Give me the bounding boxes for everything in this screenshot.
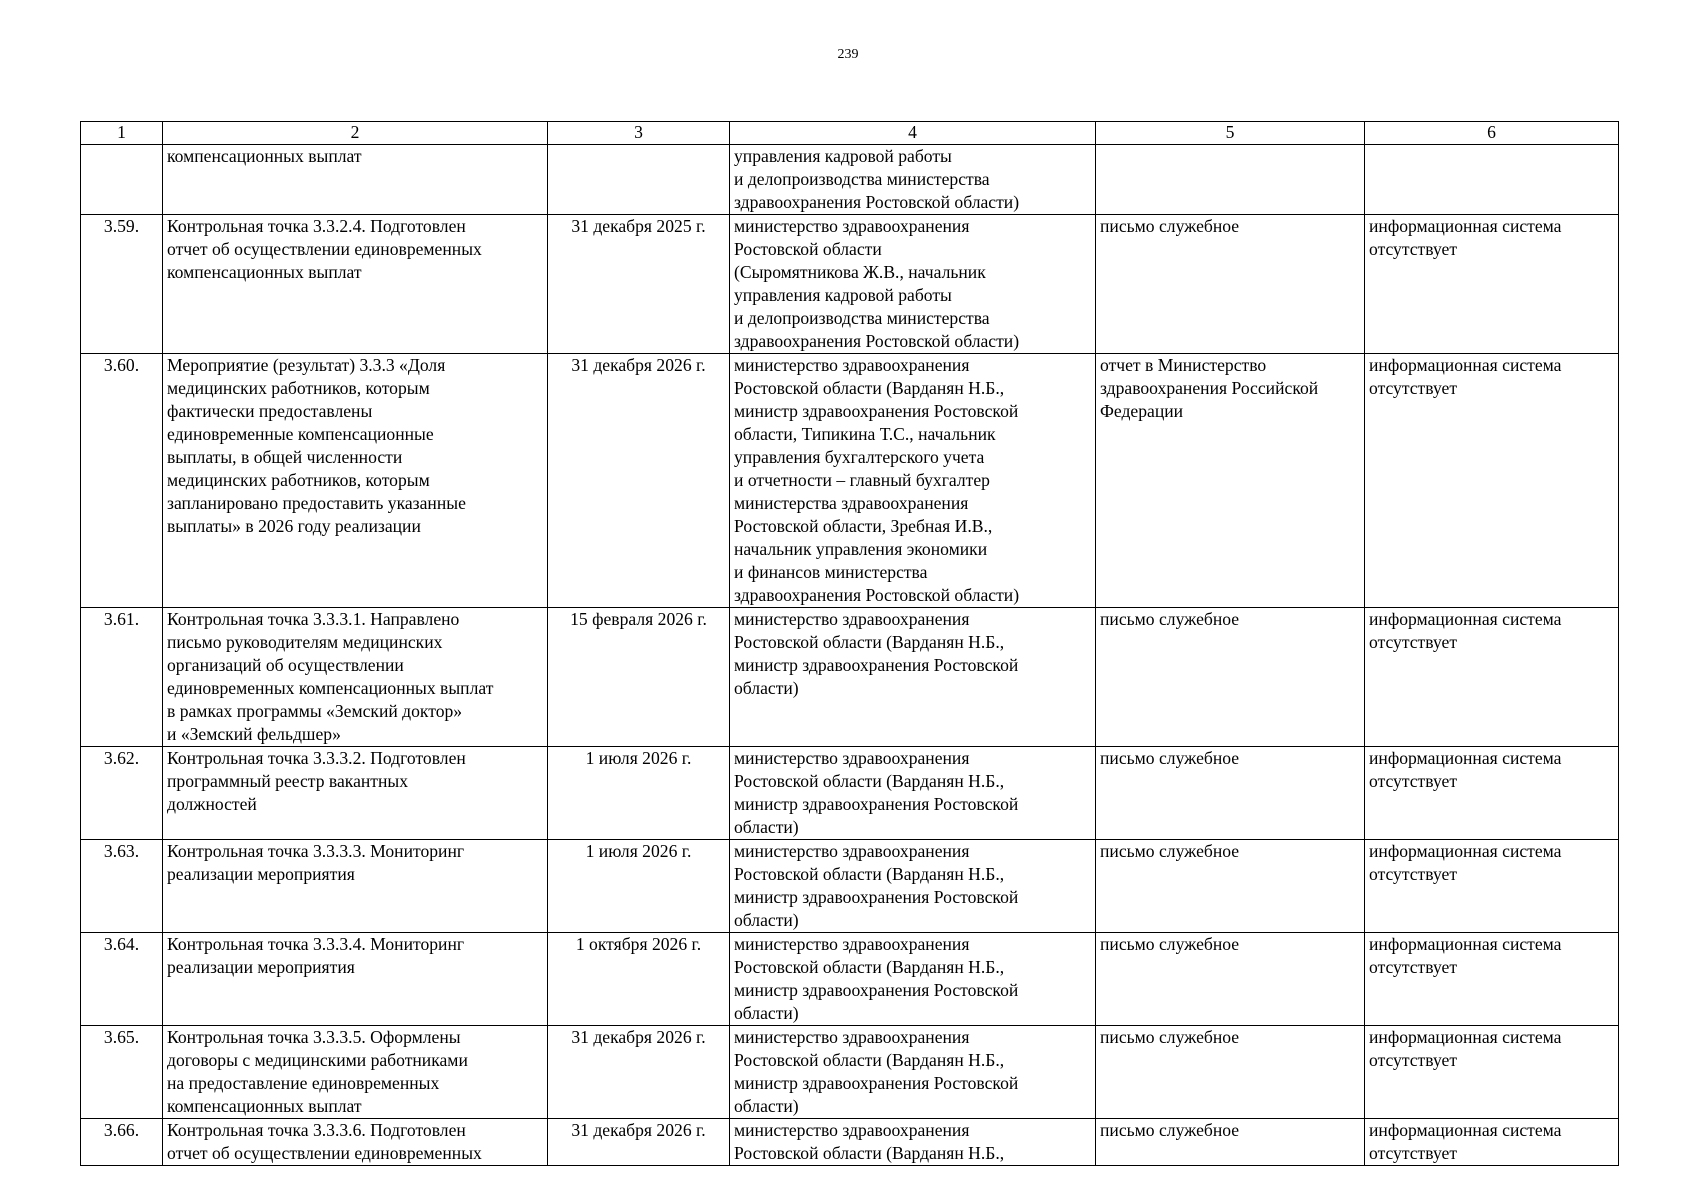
- description-cell: Контрольная точка 3.3.2.4. Подготовлен отчет об осуществлении единовременных компенсационных выплат: [163, 215, 548, 354]
- row-number-cell: 3.63.: [81, 840, 163, 933]
- table-header-row: [81, 122, 1619, 145]
- row-number-cell: [81, 145, 163, 215]
- responsible-cell: министерство здравоохранения Ростовской области (Варданян Н.Б., министр здравоохранения Ростовской области, Типикина Т.С., начальник управления бухгалтерского учета и отчетности – главный бухгалтер министерства здравоохранения Ростовской области, Зребная И.В., начальник управления экономики и финансов министерства здравоохранения Ростовской области): [730, 354, 1096, 608]
- row-number-cell: 3.60.: [81, 354, 163, 608]
- table-row: [81, 747, 1619, 840]
- information-system-cell: информационная система отсутствует: [1365, 1026, 1619, 1119]
- information-system-cell: информационная система отсутствует: [1365, 840, 1619, 933]
- table-row: [81, 1026, 1619, 1119]
- description-cell: Контрольная точка 3.3.3.5. Оформлены договоры с медицинскими работниками на предоставление единовременных компенсационных выплат: [163, 1026, 548, 1119]
- table-row: [81, 354, 1619, 608]
- description-cell: Контрольная точка 3.3.3.2. Подготовлен программный реестр вакантных должностей: [163, 747, 548, 840]
- information-system-cell: [1365, 145, 1619, 215]
- responsible-cell: министерство здравоохранения Ростовской области (Варданян Н.Б., министр здравоохранения Ростовской области): [730, 608, 1096, 747]
- document-type-cell: [1096, 145, 1365, 215]
- row-number-cell: 3.62.: [81, 747, 163, 840]
- header-col-2: 2: [163, 122, 548, 145]
- deadline-cell: 31 декабря 2026 г.: [548, 354, 730, 608]
- document-type-cell: отчет в Министерство здравоохранения Российской Федерации: [1096, 354, 1365, 608]
- deadline-cell: 15 февраля 2026 г.: [548, 608, 730, 747]
- responsible-cell: управления кадровой работы и делопроизводства министерства здравоохранения Ростовской области): [730, 145, 1096, 215]
- header-col-3: 3: [548, 122, 730, 145]
- header-col-5: 5: [1096, 122, 1365, 145]
- responsible-cell: министерство здравоохранения Ростовской области (Варданян Н.Б.,: [730, 1119, 1096, 1166]
- table-row: [81, 215, 1619, 354]
- table-row: [81, 840, 1619, 933]
- document-type-cell: письмо служебное: [1096, 933, 1365, 1026]
- row-number-cell: 3.64.: [81, 933, 163, 1026]
- header-col-1: 1: [81, 122, 163, 145]
- deadline-cell: 31 декабря 2025 г.: [548, 215, 730, 354]
- information-system-cell: информационная система отсутствует: [1365, 354, 1619, 608]
- row-number-cell: 3.65.: [81, 1026, 163, 1119]
- information-system-cell: информационная система отсутствует: [1365, 1119, 1619, 1166]
- deadline-cell: 1 июля 2026 г.: [548, 747, 730, 840]
- responsible-cell: министерство здравоохранения Ростовской области (Сыромятникова Ж.В., начальник управления кадровой работы и делопроизводства министерства здравоохранения Ростовской области): [730, 215, 1096, 354]
- responsible-cell: министерство здравоохранения Ростовской области (Варданян Н.Б., министр здравоохранения Ростовской области): [730, 1026, 1096, 1119]
- deadline-cell: 1 октября 2026 г.: [548, 933, 730, 1026]
- table-row: [81, 1119, 1619, 1166]
- description-cell: Контрольная точка 3.3.3.6. Подготовлен отчет об осуществлении единовременных: [163, 1119, 548, 1166]
- document-type-cell: письмо служебное: [1096, 215, 1365, 354]
- information-system-cell: информационная система отсутствует: [1365, 608, 1619, 747]
- information-system-cell: информационная система отсутствует: [1365, 215, 1619, 354]
- responsible-cell: министерство здравоохранения Ростовской области (Варданян Н.Б., министр здравоохранения Ростовской области): [730, 840, 1096, 933]
- table-row: [81, 933, 1619, 1026]
- deadline-cell: 31 декабря 2026 г.: [548, 1119, 730, 1166]
- document-type-cell: письмо служебное: [1096, 1119, 1365, 1166]
- table-row: [81, 145, 1619, 215]
- responsible-cell: министерство здравоохранения Ростовской области (Варданян Н.Б., министр здравоохранения Ростовской области): [730, 747, 1096, 840]
- description-cell: Контрольная точка 3.3.3.4. Мониторинг реализации мероприятия: [163, 933, 548, 1026]
- description-cell: Контрольная точка 3.3.3.3. Мониторинг реализации мероприятия: [163, 840, 548, 933]
- document-type-cell: письмо служебное: [1096, 747, 1365, 840]
- row-number-cell: 3.59.: [81, 215, 163, 354]
- description-cell: компенсационных выплат: [163, 145, 548, 215]
- deadline-cell: 31 декабря 2026 г.: [548, 1026, 730, 1119]
- document-type-cell: письмо служебное: [1096, 608, 1365, 747]
- page-number: 239: [837, 47, 859, 62]
- document-type-cell: письмо служебное: [1096, 1026, 1365, 1119]
- header-col-6: 6: [1365, 122, 1619, 145]
- row-number-cell: 3.66.: [81, 1119, 163, 1166]
- table-body: [81, 145, 1619, 1166]
- description-cell: Мероприятие (результат) 3.3.3 «Доля медицинских работников, которым фактически предоставлены единовременные компенсационные выплаты, в общей численности медицинских работников, которым запланировано предоставить указанные выплаты» в 2026 году реализации: [163, 354, 548, 608]
- description-cell: Контрольная точка 3.3.3.1. Направлено письмо руководителям медицинских организаций об осуществлении единовременных компенсационных выплат в рамках программы «Земский доктор» и «Земский фельдшер»: [163, 608, 548, 747]
- plan-table: [80, 121, 1619, 1166]
- document-type-cell: письмо служебное: [1096, 840, 1365, 933]
- information-system-cell: информационная система отсутствует: [1365, 747, 1619, 840]
- row-number-cell: 3.61.: [81, 608, 163, 747]
- deadline-cell: 1 июля 2026 г.: [548, 840, 730, 933]
- responsible-cell: министерство здравоохранения Ростовской области (Варданян Н.Б., министр здравоохранения Ростовской области): [730, 933, 1096, 1026]
- deadline-cell: [548, 145, 730, 215]
- information-system-cell: информационная система отсутствует: [1365, 933, 1619, 1026]
- table-row: [81, 608, 1619, 747]
- header-col-4: 4: [730, 122, 1096, 145]
